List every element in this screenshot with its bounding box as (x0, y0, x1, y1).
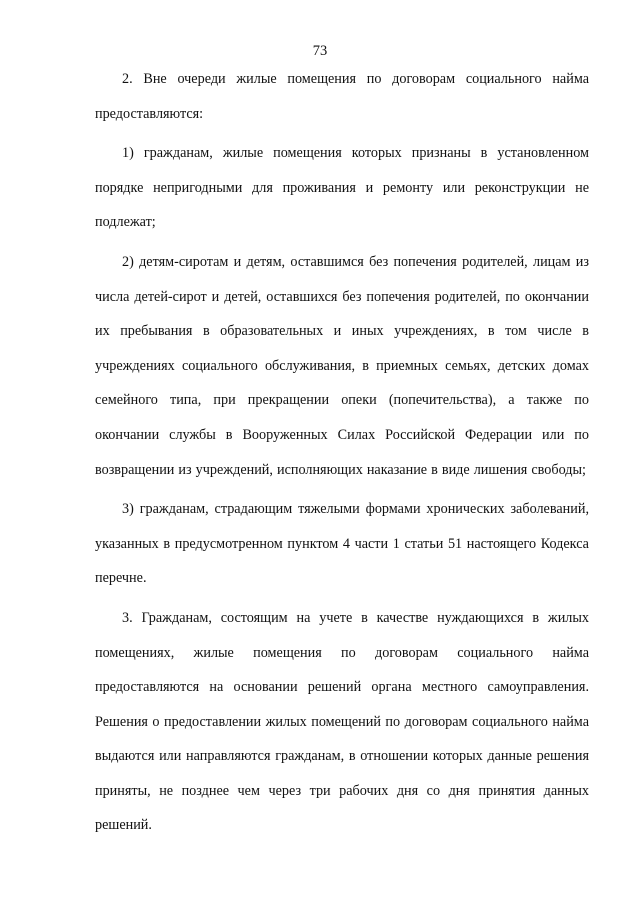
page-number: 73 (312, 43, 328, 59)
paragraph-2-item-1: 1) гражданам, жилые помещения которых признаны в установленном порядке непригодными для проживания и ремонту или реконструкции не подлежат; (95, 145, 589, 231)
paragraph-2-item-2: 2) детям-сиротам и детям, оставшимся без попечения родителей, лицам из числа детей-сирот и детей, оставшихся без попечения родителей, по окончании их пребывания в образовательных и иных учреждениях, в том числе в учреждениях социального обслуживания, в приемных семьях, детских домах семейного типа, при прекращении опеки (попечительства), а также по окончании службы в Вооруженных Силах Российской Федерации или по возвращении из учреждений, исполняющих наказание в виде лишения свободы; (95, 253, 589, 478)
paragraph-2-item-3: 3) гражданам, страдающим тяжелыми формами хронических заболеваний, указанных в предусмотренном пунктом 4 части 1 статьи 51 настоящего Кодекса перечне. (95, 501, 589, 587)
paragraph-3: 3. Гражданам, состоящим на учете в качестве нуждающихся в жилых помещениях, жилые помещения по договорам социального найма предоставляются на основании решений органа местного самоуправления. Решения о предоставлении жилых помещений по договорам социального найма выдаются или направляются гражданам, в отношении которых данные решения приняты, не позднее чем через три рабочих дня со дня принятия данных решений. (95, 609, 589, 834)
paragraph-2-header: 2. Вне очереди жилые помещения по договорам социального найма предоставляются: (95, 71, 589, 122)
document-body (95, 62, 589, 848)
